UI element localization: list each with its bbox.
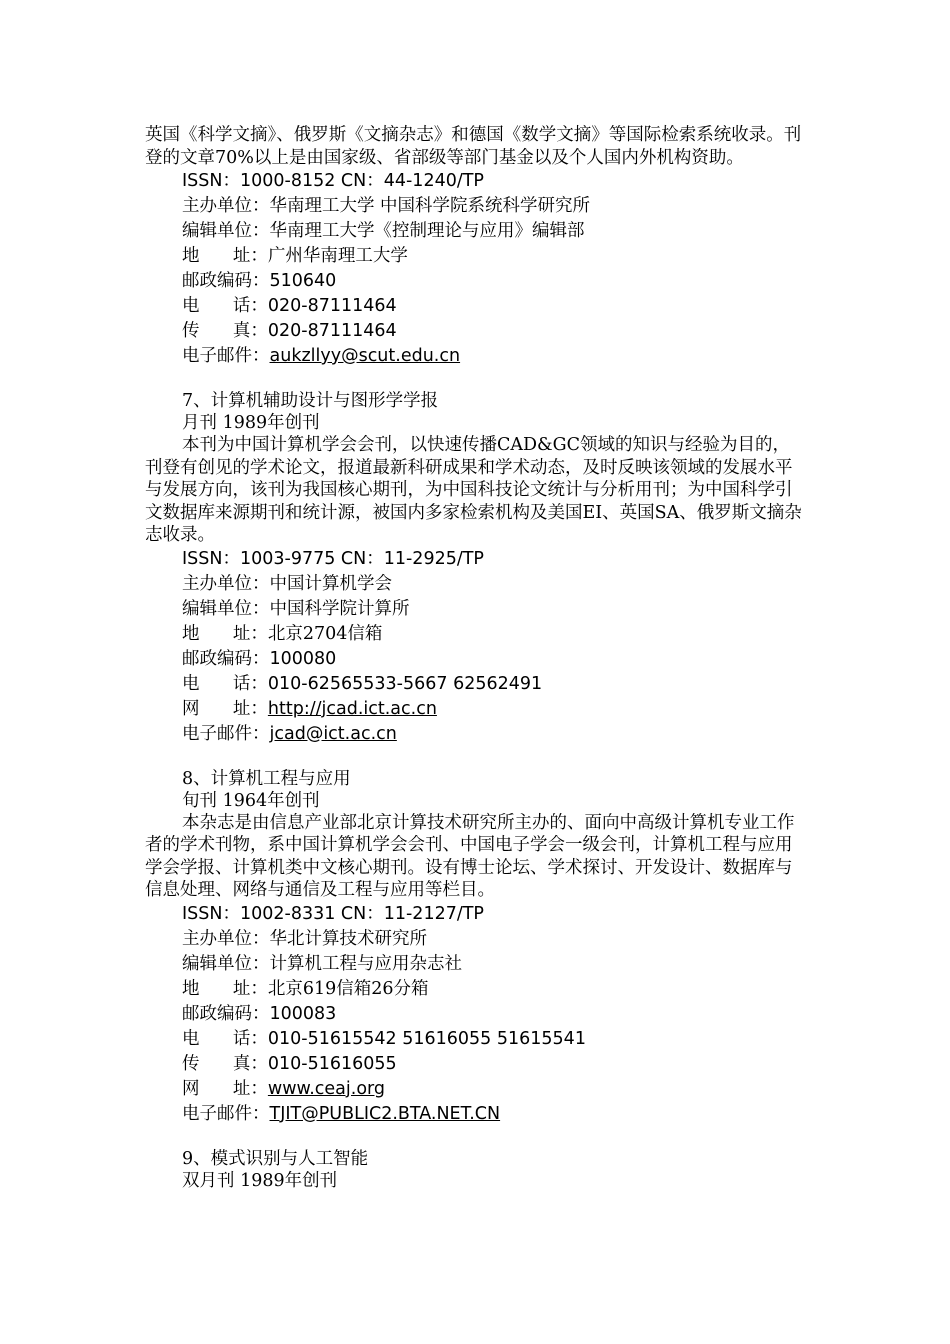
web-link[interactable]: www.ceaj.org [267,1078,386,1099]
postcode-value: 100080 [269,648,337,669]
postcode-value: 510640 [269,271,337,291]
email-label: 电子邮件： [182,346,270,366]
journal-7-phone-row [145,672,805,697]
fax-value: 020-87111464 [267,321,397,341]
journal-8-frequency: 旬刊 1964年创刊 [182,790,320,811]
journal-7-issn: ISSN：1003-9775 CN：11-2925/TP [182,548,484,569]
fax-label: 传 真： [182,321,268,341]
intro-address-row [145,244,805,269]
journal-8-email-row [145,1102,805,1127]
journal-8-title: 8、计算机工程与应用 [182,768,351,789]
journal-9-frequency: 双月刊 1989年创刊 [182,1170,338,1191]
intro-phone-row [145,294,805,319]
postcode-label: 邮政编码： [182,648,270,669]
fax-value: 010-51616055 [267,1053,397,1074]
journal-7-email-row [145,722,805,747]
intro-sponsor: 主办单位：华南理工大学 中国科学院系统科学研究所 [182,196,591,216]
web-label: 网 址： [182,1078,268,1099]
intro-email-row [145,344,805,369]
phone-label: 电 话： [182,1028,268,1049]
email-link[interactable]: aukzllyy@scut.edu.cn [269,346,461,366]
phone-label: 电 话： [182,673,268,694]
journal-7-web-row [145,697,805,722]
journal-7-editor: 编辑单位：中国科学院计算所 [182,598,410,619]
journal-8-sponsor: 主办单位：华北计算技术研究所 [182,928,427,949]
email-label: 电子邮件： [182,723,270,744]
journal-9-title: 9、模式识别与人工智能 [182,1148,369,1169]
journal-8-address-row [145,977,805,1002]
journal-8-description: 本杂志是由信息产业部北京计算技术研究所主办的、面向中高级计算机专业工作者的学术刊物，系中国计算机学会会刊、中国电子学会一级会刊，计算机工程与应用学会学报、计算机类中文核心期刊。设有博士论坛、学术探讨、开发设计、数据库与信息处理、网络与通信及工程与应用等栏目。 [145,812,795,900]
journal-7-address-row [145,622,805,647]
email-label: 电子邮件： [182,1103,270,1124]
postcode-value: 100083 [269,1003,337,1024]
phone-value: 020-87111464 [267,296,397,316]
postcode-label: 邮政编码： [182,1003,270,1024]
journal-7-description: 本刊为中国计算机学会会刊，以快速传播CAD&GC领域的知识与经验为目的，刊登有创见的学术论文，报道最新科研成果和学术动态，及时反映该领域的发展水平与发展方向，该刊为我国核心期刊，为中国科技论文统计与分析用刊；为中国科学引文数据库来源期刊和统计源，被国内多家检索机构及美国EI、英国SA、俄罗斯文摘杂志收录。 [145,435,802,545]
phone-value: 010-51615542 51616055 51615541 [267,1028,586,1049]
address-label: 地 址： [182,246,268,266]
address-label: 地 址： [182,978,268,999]
address-value: 广州华南理工大学 [267,246,408,266]
intro-issn: ISSN：1000-8152 CN：44-1240/TP [182,171,484,191]
address-value: 北京619信箱26分箱 [267,978,429,999]
journal-8-web-row [145,1077,805,1102]
intro-postcode-row [145,269,805,294]
email-link[interactable]: TJIT@PUBLIC2.BTA.NET.CN [269,1103,501,1124]
phone-value: 010-62565533-5667 62562491 [267,673,543,694]
intro-editor: 编辑单位：华南理工大学《控制理论与应用》编辑部 [182,221,585,241]
journal-8-editor: 编辑单位：计算机工程与应用杂志社 [182,953,462,974]
address-label: 地 址： [182,623,268,644]
intro-paragraph: 英国《科学文摘》、俄罗斯《文摘杂志》和德国《数学文摘》等国际检索系统收录。刊登的文章70%以上是由国家级、省部级等部门基金以及个人国内外机构资助。 [145,125,802,168]
journal-8-phone-row [145,1027,805,1052]
journal-7-title: 7、计算机辅助设计与图形学学报 [182,391,439,411]
web-label: 网 址： [182,698,268,719]
address-value: 北京2704信箱 [267,623,383,644]
journal-8-fax-row [145,1052,805,1077]
email-link[interactable]: jcad@ict.ac.cn [269,723,397,744]
web-link[interactable]: http://jcad.ict.ac.cn [267,698,437,719]
journal-7-sponsor: 主办单位：中国计算机学会 [182,573,392,594]
journal-7-frequency: 月刊 1989年创刊 [182,413,320,433]
fax-label: 传 真： [182,1053,268,1074]
intro-fax-row [145,319,805,344]
postcode-label: 邮政编码： [182,271,270,291]
journal-8-issn: ISSN：1002-8331 CN：11-2127/TP [182,903,484,924]
journal-7-postcode-row [145,647,805,672]
phone-label: 电 话： [182,296,268,316]
journal-8-postcode-row [145,1002,805,1027]
document-page [145,124,805,1192]
